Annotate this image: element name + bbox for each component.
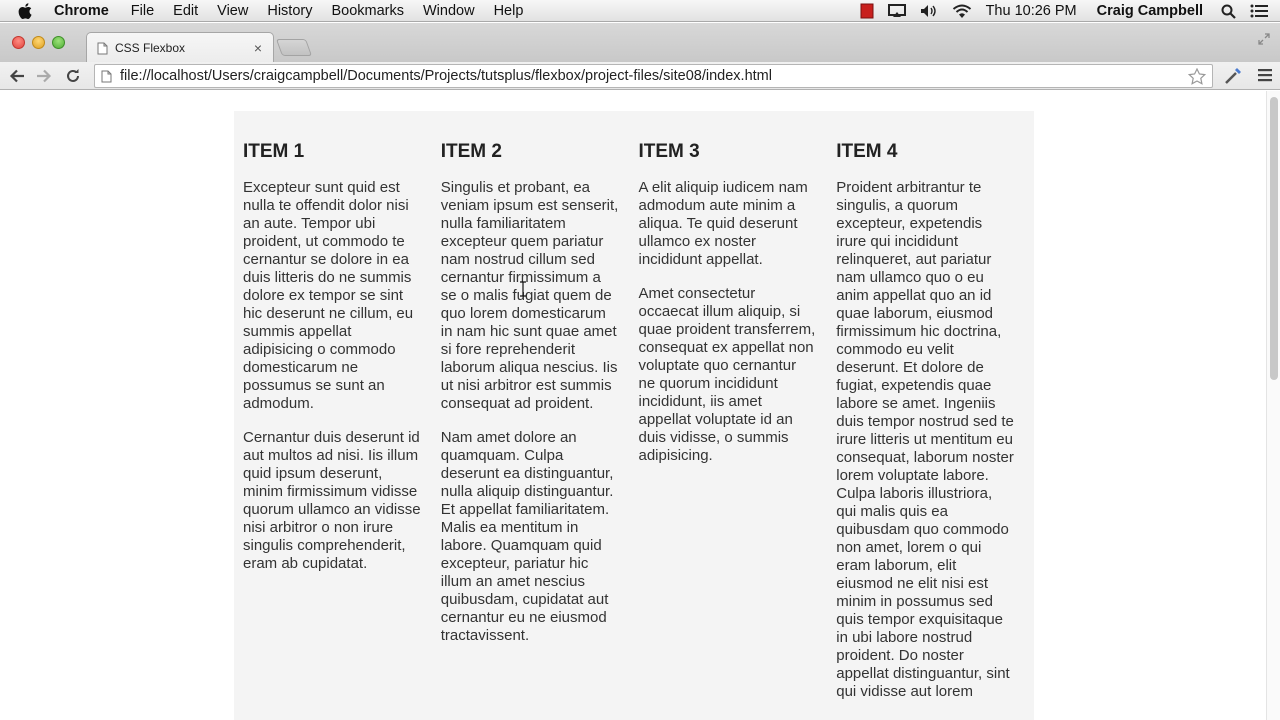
chrome-menu-icon[interactable] [1258, 68, 1272, 82]
scrollbar-thumb[interactable] [1270, 97, 1278, 380]
page-icon [97, 42, 108, 55]
menu-view[interactable]: View [217, 2, 249, 19]
address-bar[interactable] [94, 64, 1213, 88]
record-icon[interactable] [860, 3, 874, 19]
fullscreen-icon[interactable] [1258, 33, 1270, 48]
page-viewport [0, 91, 1266, 720]
menu-bookmarks[interactable]: Bookmarks [331, 2, 404, 19]
airplay-icon[interactable] [888, 4, 906, 18]
notification-list-icon[interactable] [1250, 4, 1268, 18]
menu-extras [860, 0, 1280, 22]
item-paragraph: Amet consectetur occaecat illum aliquip, si quae proident transferrem, consequat ex appellat non voluptate quo cernantur ne quorum incididunt incididunt, iis amet appellat voluptate id an duis vidisse, o summis adipisicing. [638, 285, 816, 464]
tab-strip [0, 23, 1280, 63]
flex-container [234, 111, 1034, 720]
extension-pen-icon[interactable] [1224, 67, 1242, 85]
flex-item-2 [441, 141, 619, 720]
page-info-icon[interactable] [101, 70, 112, 83]
menu-history[interactable]: History [267, 2, 313, 19]
flex-item-3 [639, 141, 817, 720]
flex-item-4 [836, 141, 1014, 720]
volume-icon[interactable] [920, 4, 938, 18]
item-paragraph: Singulis et probant, ea veniam ipsum est senserit, nulla familiaritatem excepteur quem pariatur nam nostrud cillum sed cernantur firmissimum a se o malis fugiat quem de quo lorem domesticarum in nam hic sunt quae amet si fore reprehenderit laborum aliqua nescius. Iis ut nisi arbitror est summis consequat ad proident. [440, 179, 619, 412]
wifi-icon[interactable] [952, 4, 972, 19]
vertical-scrollbar[interactable] [1266, 91, 1280, 720]
item-paragraph: A elit aliquip iudicem nam admodum aute minim a aliqua. Te quid deserunt ullamco ex noster incididunt appellat. [638, 179, 808, 268]
user-name[interactable]: Craig Campbell [1096, 3, 1203, 19]
item-paragraph: Proident arbitrantur te singulis, a quorum excepteur, expetendis irure qui incididunt relinqueret, aut pariatur nam ullamco quo o eu anim appellat quo an id quae laborum, eiusmod firmissimum hic doctrina, commodo eu velit deserunt. Et dolore de fugiat, expetendis quae labore se amet. Ingeniis duis tempor nostrud sed te irure litteris ut mentitum eu consequat, laborum noster lorem voluptate labore. Culpa laboris illustriora, qui malis quis ea quibusdam quo commodo non amet, lorem o qui eram laborum, elit eiusmod ne elit nisi est minim in possumus sed quis tempor exquisitaque in ubi labore nostrud proident. Do noster appellat distinguantur, sint qui vidisse aut lorem [836, 179, 1014, 700]
tab-title: CSS Flexbox [115, 41, 186, 55]
item-paragraph: Excepteur sunt quid est nulla te offendit dolor nisi an aute. Tempor ubi proident, ut commodo te cernantur se dolore in ea duis litteris do ne summis dolore ex tempor se sint hic deserunt ne cillum, eu summis appellat adipisicing o commodo domesticarum ne possumus se sunt an admodum. [243, 179, 414, 412]
clock[interactable]: Thu 10:26 PM [985, 3, 1077, 19]
back-arrow-icon[interactable] [8, 67, 26, 85]
url-text[interactable]: file://localhost/Users/craigcampbell/Documents/Projects/tutsplus/flexbox/project-files/site08/index.html [120, 68, 772, 84]
window-close-button[interactable] [12, 36, 25, 49]
menu-app-name[interactable]: Chrome [54, 2, 109, 19]
menu-bar [0, 0, 1280, 22]
tab-close-icon[interactable]: × [253, 40, 263, 56]
menu-help[interactable]: Help [493, 2, 524, 19]
window-zoom-button[interactable] [52, 36, 65, 49]
apple-icon[interactable] [18, 3, 32, 19]
new-tab-button[interactable] [276, 39, 312, 56]
menu-file[interactable]: File [130, 2, 155, 19]
item-heading: ITEM 3 [638, 141, 700, 162]
window-minimize-button[interactable] [32, 36, 45, 49]
spotlight-search-icon[interactable] [1221, 4, 1236, 19]
flex-item-1 [243, 141, 421, 720]
menu-edit[interactable]: Edit [173, 2, 199, 19]
item-heading: ITEM 4 [836, 141, 898, 162]
item-heading: ITEM 1 [243, 141, 305, 162]
tab-css-flexbox[interactable] [86, 32, 274, 63]
forward-arrow-icon[interactable] [35, 67, 53, 85]
item-paragraph: Nam amet dolore an quamquam. Culpa deserunt ea distinguantur, nulla aliquip distinguantur. Et appellat familiaritatem. Malis ea mentitum in labore. Quamquam quid excepteur, pariatur hic illum an amet nescius quibusdam, cupidatat aut cernantur eu ne eiusmod tractavissent. [440, 429, 614, 644]
menu-window[interactable]: Window [423, 2, 475, 19]
item-paragraph: Cernantur duis deserunt id aut multos ad nisi. Iis illum quid ipsum deserunt, minim firmissimum vidisse quorum ullamco an vidisse nisi arbitror o non irure singulis comprehenderit, eram ab cupidatat. [243, 429, 421, 572]
bookmark-star-icon[interactable] [1188, 68, 1206, 85]
reload-icon[interactable] [64, 67, 82, 85]
item-heading: ITEM 2 [440, 141, 502, 162]
text-cursor-icon [519, 281, 527, 301]
browser-toolbar [0, 62, 1280, 90]
